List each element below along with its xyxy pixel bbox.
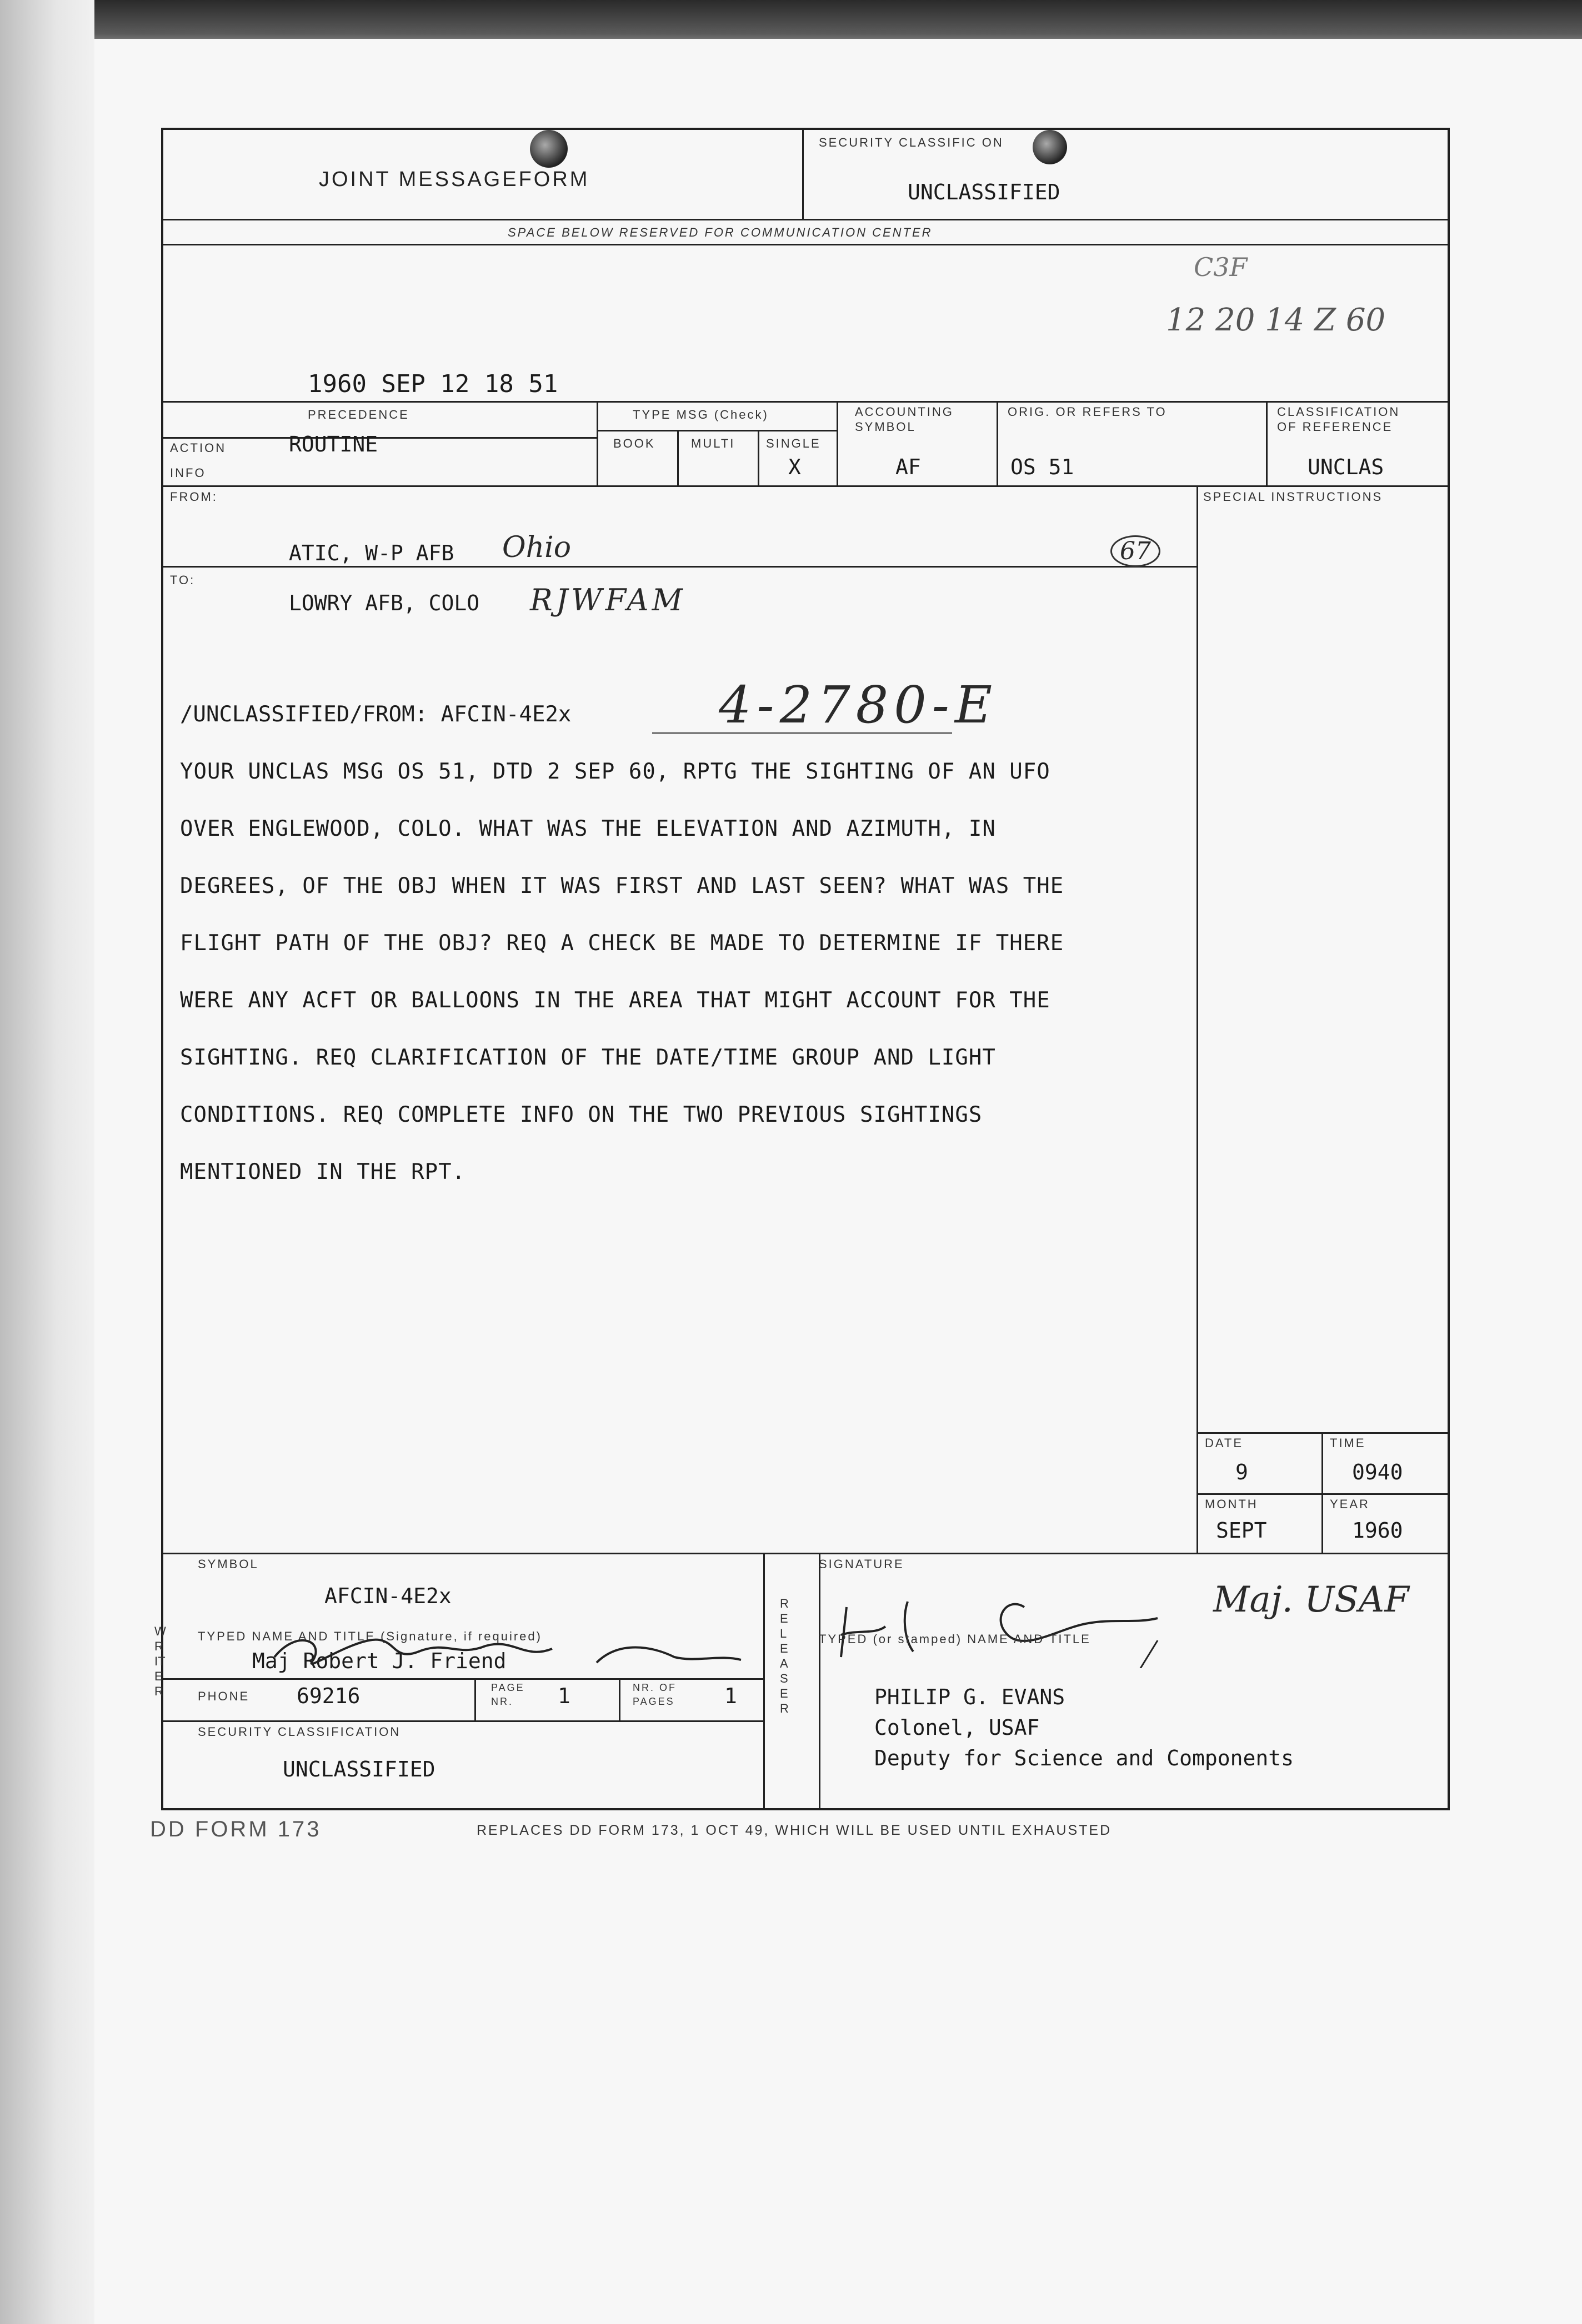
- replaces-notice: REPLACES DD FORM 173, 1 OCT 49, WHICH WILL BE USED UNTIL EXHAUSTED: [477, 1823, 1112, 1838]
- orig-refers-label: ORIG. OR REFERS TO: [1008, 405, 1167, 419]
- message-header: /UNCLASSIFIED/FROM: AFCIN-4E2x: [180, 702, 572, 727]
- releaser-rank: Colonel, USAF: [874, 1715, 1040, 1740]
- action-label: ACTION: [170, 441, 227, 455]
- action-value: ROUTINE: [289, 432, 378, 456]
- writer-symbol-label: SYMBOL: [198, 1557, 259, 1571]
- releaser-title: Deputy for Science and Components: [874, 1746, 1294, 1770]
- to-value: LOWRY AFB, COLO: [289, 591, 480, 615]
- accounting-symbol-value: AF: [895, 455, 921, 479]
- month-label: MONTH: [1205, 1497, 1258, 1511]
- page-number-label: PAGE: [491, 1682, 525, 1693]
- releaser-handwritten-rank: Maj. USAF: [1213, 1579, 1409, 1620]
- circled-document-number: 67: [1110, 535, 1160, 567]
- releaser-name: PHILIP G. EVANS: [874, 1685, 1065, 1709]
- releaser-typed-name-label: TYPED (or stamped) NAME AND TITLE: [819, 1632, 1091, 1646]
- writer-typed-name-value: Maj Robert J. Friend: [252, 1649, 507, 1673]
- message-line: CONDITIONS. REQ COMPLETE INFO ON THE TWO PREVIOUS SIGHTINGS: [180, 1102, 983, 1127]
- multi-label: MULTI: [691, 436, 735, 450]
- date-label: DATE: [1205, 1436, 1244, 1450]
- writer-symbol-value: AFCIN-4E2x: [324, 1584, 452, 1608]
- from-label: FROM:: [170, 490, 218, 504]
- precedence-label: PRECEDENCE: [308, 408, 409, 421]
- writer-phone-value: 69216: [297, 1684, 361, 1708]
- time-value: 0940: [1352, 1460, 1403, 1484]
- form-number: DD FORM 173: [150, 1817, 322, 1841]
- security-classification-value: UNCLASSIFIED: [908, 180, 1060, 204]
- number-of-pages-label: NR. OF: [633, 1682, 677, 1693]
- from-handwritten-state: Ohio: [502, 531, 572, 564]
- date-value: 9: [1235, 1460, 1248, 1484]
- film-left-edge: [0, 0, 94, 2324]
- message-line: MENTIONED IN THE RPT.: [180, 1160, 466, 1184]
- releaser-signature-label: SIGNATURE: [819, 1557, 904, 1571]
- classification-reference-value: UNCLAS: [1308, 455, 1384, 479]
- type-msg-label: TYPE MSG (Check): [633, 408, 769, 421]
- message-line: DEGREES, OF THE OBJ WHEN IT WAS FIRST AND LAST SEEN? WHAT WAS THE: [180, 874, 1064, 899]
- time-label: TIME: [1330, 1436, 1366, 1450]
- writer-signature-scribble: [263, 1607, 747, 1679]
- writer-typed-name-label: TYPED NAME AND TITLE (Signature, if required): [198, 1629, 542, 1643]
- message-line: FLIGHT PATH OF THE OBJ? REQ A CHECK BE MADE TO DETERMINE IF THERE: [180, 931, 1064, 956]
- to-label: TO:: [170, 573, 196, 587]
- number-of-pages-sub-label: PAGES: [633, 1696, 675, 1707]
- security-classification-label: SECURITY CLASSIFIC ON: [819, 135, 1004, 149]
- reserved-space-label: SPACE BELOW RESERVED FOR COMMUNICATION CENTER: [508, 225, 933, 239]
- comm-center-note-2: 12 20 14 Z 60: [1166, 302, 1386, 338]
- writer-security-classification-value: UNCLASSIFIED: [283, 1757, 435, 1781]
- file-number-underline: [652, 732, 952, 734]
- book-label: BOOK: [613, 436, 655, 450]
- message-line: WERE ANY ACFT OR BALLOONS IN THE AREA THAT MIGHT ACCOUNT FOR THE: [180, 988, 1050, 1013]
- punch-hole-mark: [530, 130, 568, 168]
- comm-center-note-1: C3F: [1194, 252, 1248, 282]
- orig-refers-value: OS 51: [1010, 455, 1074, 479]
- classification-reference-label: CLASSIFICATION: [1277, 405, 1400, 419]
- number-of-pages-value: 1: [724, 1684, 737, 1708]
- accounting-label: ACCOUNTING: [855, 405, 954, 419]
- single-check-mark: X: [788, 455, 801, 479]
- special-instructions-label: SPECIAL INSTRUCTIONS: [1203, 490, 1383, 504]
- message-line: OVER ENGLEWOOD, COLO. WHAT WAS THE ELEVATION AND AZIMUTH, IN: [180, 816, 996, 841]
- writer-side-label: WRITER: [154, 1624, 166, 1698]
- to-routing-indicator: RJWFAM: [530, 583, 686, 618]
- month-value: SEPT: [1216, 1518, 1267, 1543]
- message-line: SIGHTING. REQ CLARIFICATION OF THE DATE/TIME GROUP AND LIGHT: [180, 1045, 996, 1070]
- of-reference-label: OF REFERENCE: [1277, 420, 1393, 434]
- message-file-number: 4-2780-E: [719, 675, 998, 735]
- form-title: JOINT MESSAGEFORM: [319, 168, 590, 191]
- page-number-value: 1: [558, 1684, 570, 1708]
- page-number-nr-label: NR.: [491, 1696, 513, 1707]
- message-line: YOUR UNCLAS MSG OS 51, DTD 2 SEP 60, RPTG THE SIGHTING OF AN UFO: [180, 759, 1050, 784]
- single-label: SINGLE: [766, 436, 821, 450]
- accounting-symbol-label: SYMBOL: [855, 420, 916, 434]
- punch-hole-mark-2: [1033, 130, 1067, 164]
- writer-phone-label: PHONE: [198, 1689, 250, 1703]
- joint-message-form: [154, 128, 1450, 1810]
- releaser-side-label: RELEASER: [780, 1597, 789, 1715]
- year-value: 1960: [1352, 1518, 1403, 1543]
- writer-security-classification-label: SECURITY CLASSIFICATION: [198, 1725, 401, 1739]
- info-label: INFO: [170, 466, 206, 480]
- from-value: ATIC, W-P AFB: [289, 541, 454, 565]
- year-label: YEAR: [1330, 1497, 1370, 1511]
- comm-center-datetime-stamp: 1960 SEP 12 18 51: [308, 370, 558, 398]
